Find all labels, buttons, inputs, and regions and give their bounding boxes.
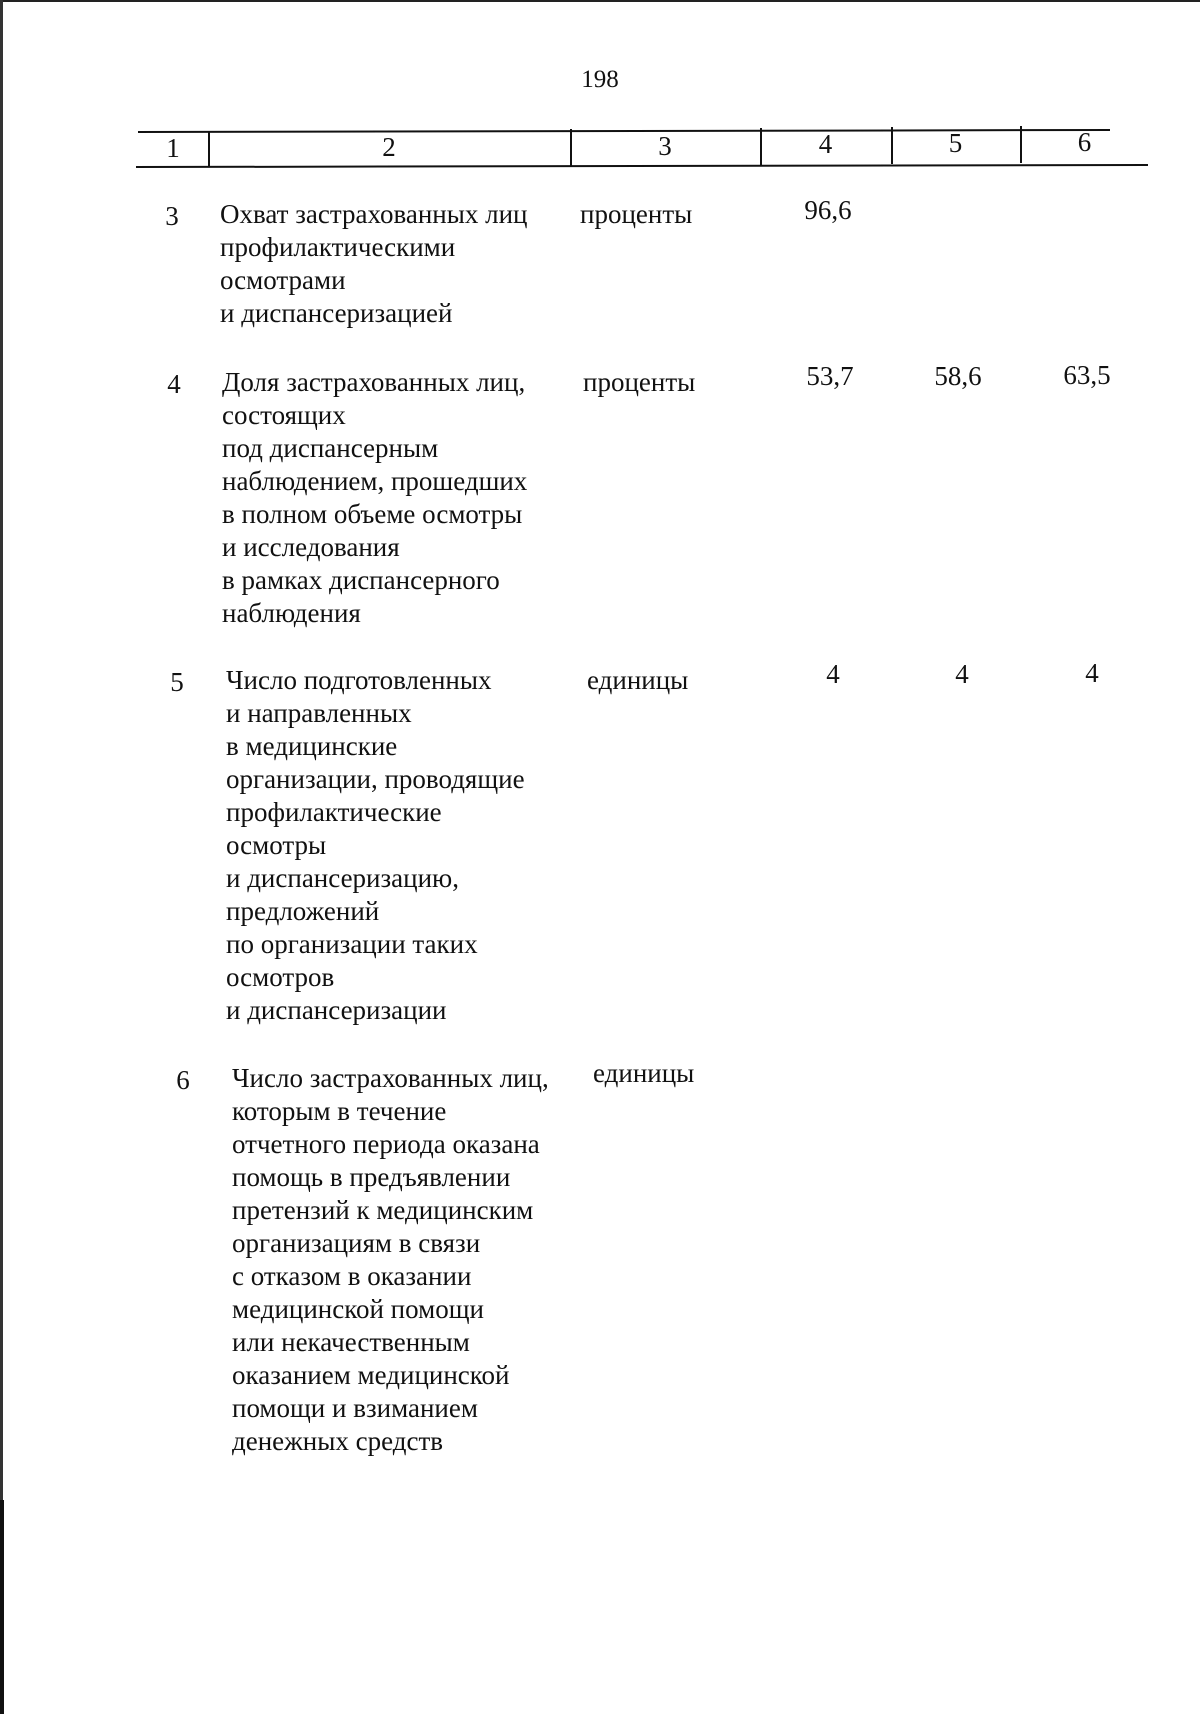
header-col-3: 3 bbox=[658, 131, 672, 161]
indicator-name: Охват застрахованных лиц профилактическими осмотрами и диспансеризацией bbox=[220, 199, 528, 328]
header-col-5: 5 bbox=[948, 128, 963, 158]
value-col-4: 53,7 bbox=[806, 361, 854, 391]
indicator-name: Число подготовленных и направленных в медицинские организации, проводящие профилактические осмотры и диспансеризацию, предложений по организации таких осмотров и диспансеризации bbox=[226, 665, 525, 1025]
unit: единицы bbox=[587, 665, 689, 695]
header-col-4: 4 bbox=[818, 129, 833, 159]
header-col-1: 1 bbox=[166, 133, 180, 163]
indicator-name: Число застрахованных лиц, которым в течение отчетного периода оказана помощь в предъявлении претензий к медицинским организациям в связи с отказом в оказании медицинской помощи или некачественным оказанием медицинской помощи и взиманием денежных средств bbox=[232, 1063, 549, 1456]
header-bottom-border bbox=[136, 164, 1148, 168]
unit: проценты bbox=[583, 367, 696, 397]
unit: единицы bbox=[593, 1058, 695, 1088]
scan-edge bbox=[0, 1500, 4, 1714]
row-number: 3 bbox=[165, 201, 179, 231]
header-col-2: 2 bbox=[382, 132, 396, 162]
table-header bbox=[0, 0, 1200, 170]
value-col-5: 4 bbox=[955, 659, 969, 689]
value-col-4: 96,6 bbox=[804, 195, 852, 225]
page-number: 198 bbox=[581, 66, 619, 93]
row-number: 5 bbox=[170, 667, 184, 697]
row-number: 4 bbox=[167, 369, 181, 399]
value-col-6: 4 bbox=[1085, 658, 1099, 688]
scan-edge bbox=[0, 0, 3, 1714]
value-col-5: 58,6 bbox=[934, 361, 982, 391]
header-col-6: 6 bbox=[1077, 127, 1092, 157]
value-col-4: 4 bbox=[826, 659, 840, 689]
indicator-name: Доля застрахованных лиц, состоящих под диспансерным наблюдением, прошедших в полном объеме осмотры и исследования в рамках диспансерного наблюдения bbox=[222, 367, 528, 628]
value-col-6: 63,5 bbox=[1063, 360, 1111, 390]
unit: проценты bbox=[580, 199, 693, 229]
row-number: 6 bbox=[176, 1065, 190, 1095]
